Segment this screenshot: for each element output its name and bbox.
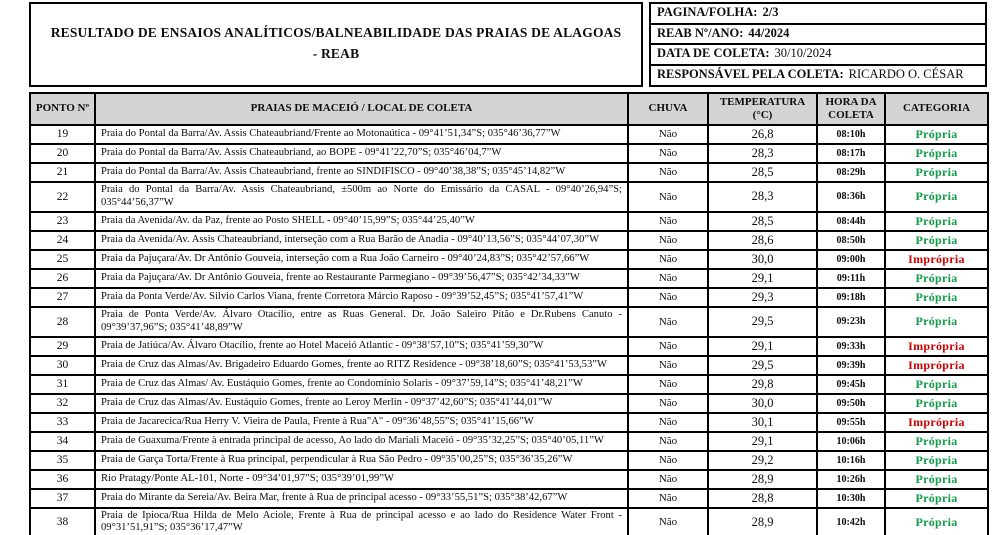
cell-local: Praia da Avenida/Av. Assis Chateaubriand, interseção com a Rua Barão de Anadia - 09°40’13,56”S; 035°44’07,30”W <box>95 231 628 250</box>
cell-temperatura: 29,1 <box>708 337 817 356</box>
cell-chuva: Não <box>628 356 708 375</box>
cell-chuva: Não <box>628 508 708 535</box>
cell-chuva: Não <box>628 413 708 432</box>
cell-ponto: 29 <box>30 337 95 356</box>
cell-hora: 10:30h <box>817 489 885 508</box>
cell-temperatura: 29,5 <box>708 356 817 375</box>
title-box <box>29 2 643 87</box>
cell-ponto: 22 <box>30 182 95 212</box>
cell-local: Praia da Pajuçara/Av. Dr Antônio Gouveia, interseção com a Rua João Carneiro - 09°40’24,83”S; 035°42’57,66”W <box>95 250 628 269</box>
table-row <box>30 269 988 288</box>
cell-local: Praia de Garça Torta/Frente à Rua principal, perpendicular à Rua São Pedro - 09°35’00,25”S; 035°36’35,26”W <box>95 451 628 470</box>
cell-categoria: Própria <box>885 163 988 182</box>
header-chuva: CHUVA <box>628 93 708 125</box>
cell-categoria: Imprópria <box>885 413 988 432</box>
document-page <box>29 0 991 535</box>
cell-local: Praia da Ponta Verde/Av. Silvio Carlos Viana, frente Corretora Márcio Raposo - 09°39’52,45”S; 035°41’57,41”W <box>95 288 628 307</box>
cell-hora: 08:44h <box>817 212 885 231</box>
table-row <box>30 182 988 212</box>
cell-temperatura: 29,5 <box>708 307 817 337</box>
cell-ponto: 28 <box>30 307 95 337</box>
cell-local: Praia de Cruz das Almas/Av. Eustáquio Gomes, frente ao Leroy Merlin - 09°37’42,60”S; 035°41’44,01”W <box>95 394 628 413</box>
header-temperatura: TEMPERATURA (°C) <box>708 93 817 125</box>
cell-chuva: Não <box>628 269 708 288</box>
cell-categoria: Própria <box>885 489 988 508</box>
cell-local: Praia do Pontal da Barra/Av. Assis Chateaubriand, frente ao SINDIFISCO - 09°40’38,38”S; 035°45’14,82”W <box>95 163 628 182</box>
cell-ponto: 27 <box>30 288 95 307</box>
info-row-reab-ano <box>651 25 985 46</box>
cell-temperatura: 30,0 <box>708 394 817 413</box>
cell-categoria: Própria <box>885 212 988 231</box>
cell-categoria: Própria <box>885 182 988 212</box>
cell-local: Praia do Mirante da Sereia/Av. Beira Mar, frente à Rua de principal acesso - 09°33’55,51”S; 035°38’42,67”W <box>95 489 628 508</box>
cell-categoria: Própria <box>885 144 988 163</box>
cell-categoria: Própria <box>885 451 988 470</box>
table-row <box>30 288 988 307</box>
info-row-data-coleta <box>651 45 985 66</box>
header-local: PRAIAS DE MACEIÓ / LOCAL DE COLETA <box>95 93 628 125</box>
cell-categoria: Própria <box>885 231 988 250</box>
cell-ponto: 31 <box>30 375 95 394</box>
cell-temperatura: 28,3 <box>708 144 817 163</box>
cell-hora: 09:11h <box>817 269 885 288</box>
cell-chuva: Não <box>628 307 708 337</box>
cell-hora: 10:06h <box>817 432 885 451</box>
table-row <box>30 432 988 451</box>
info-label-responsavel: RESPONSÁVEL PELA COLETA: <box>657 66 844 81</box>
cell-chuva: Não <box>628 432 708 451</box>
cell-hora: 09:55h <box>817 413 885 432</box>
table-row <box>30 144 988 163</box>
info-box <box>649 2 987 87</box>
info-label-pagina-folha: PAGINA/FOLHA: <box>657 5 758 19</box>
cell-ponto: 30 <box>30 356 95 375</box>
cell-hora: 08:29h <box>817 163 885 182</box>
header-hora: HORA DA COLETA <box>817 93 885 125</box>
cell-chuva: Não <box>628 394 708 413</box>
cell-local: Praia do Pontal da Barra/Av. Assis Chateaubriand/Frente ao Motonaútica - 09°41’51,34”S; 035°46’36,77”W <box>95 125 628 144</box>
cell-categoria: Própria <box>885 375 988 394</box>
cell-hora: 09:45h <box>817 375 885 394</box>
cell-hora: 08:10h <box>817 125 885 144</box>
cell-ponto: 25 <box>30 250 95 269</box>
cell-temperatura: 28,3 <box>708 182 817 212</box>
cell-chuva: Não <box>628 125 708 144</box>
table-row <box>30 125 988 144</box>
cell-ponto: 36 <box>30 470 95 489</box>
cell-chuva: Não <box>628 212 708 231</box>
header-row <box>30 93 988 125</box>
cell-categoria: Própria <box>885 508 988 535</box>
cell-chuva: Não <box>628 163 708 182</box>
cell-ponto: 37 <box>30 489 95 508</box>
cell-temperatura: 28,9 <box>708 470 817 489</box>
cell-hora: 09:39h <box>817 356 885 375</box>
cell-temperatura: 30,0 <box>708 250 817 269</box>
cell-hora: 09:00h <box>817 250 885 269</box>
cell-chuva: Não <box>628 451 708 470</box>
cell-temperatura: 28,5 <box>708 163 817 182</box>
info-label-reab-ano: REAB Nº/ANO: <box>657 25 744 40</box>
header-ponto: PONTO Nº <box>30 93 95 125</box>
cell-local: Praia do Pontal da Barra/Av. Assis Chateaubriand, ao BOPE - 09°41’22,70”S; 035°46’04,7”W <box>95 144 628 163</box>
cell-hora: 09:18h <box>817 288 885 307</box>
cell-hora: 09:33h <box>817 337 885 356</box>
info-row-responsavel <box>651 66 985 85</box>
header-categoria: CATEGORIA <box>885 93 988 125</box>
cell-local: Rio Pratagy/Ponte AL-101, Norte - 09°34’01,97”S; 035°39’01,99”W <box>95 470 628 489</box>
cell-ponto: 35 <box>30 451 95 470</box>
cell-ponto: 34 <box>30 432 95 451</box>
cell-chuva: Não <box>628 144 708 163</box>
cell-temperatura: 28,5 <box>708 212 817 231</box>
cell-temperatura: 29,1 <box>708 269 817 288</box>
cell-hora: 10:16h <box>817 451 885 470</box>
cell-ponto: 21 <box>30 163 95 182</box>
cell-local: Praia da Pajuçara/Av. Dr Antônio Gouveia, frente ao Restaurante Parmegiano - 09°39’56,47”S; 035°42’34,33”W <box>95 269 628 288</box>
cell-temperatura: 29,8 <box>708 375 817 394</box>
cell-ponto: 33 <box>30 413 95 432</box>
cell-chuva: Não <box>628 231 708 250</box>
table-row <box>30 375 988 394</box>
cell-local: Praia de Jacarecica/Rua Herry V. Vieira de Paula, Frente à Rua"A" - 09°36’48,55”S; 035°41’15,66”W <box>95 413 628 432</box>
cell-hora: 08:36h <box>817 182 885 212</box>
results-table-body <box>30 125 988 535</box>
cell-chuva: Não <box>628 375 708 394</box>
cell-hora: 10:26h <box>817 470 885 489</box>
cell-local: Praia de Ipioca/Rua Hilda de Melo Aciole, Frente à Rua de principal acesso e ao lado do Residence Water Front - 09°31’51,91”S; 035°36’17,47”W <box>95 508 628 535</box>
table-row <box>30 250 988 269</box>
cell-categoria: Imprópria <box>885 356 988 375</box>
cell-categoria: Própria <box>885 269 988 288</box>
table-row <box>30 337 988 356</box>
cell-temperatura: 29,3 <box>708 288 817 307</box>
info-value-data-coleta: 30/10/2024 <box>774 46 832 61</box>
cell-temperatura: 28,8 <box>708 489 817 508</box>
info-label-data-coleta: DATA DE COLETA: <box>657 46 770 61</box>
table-row <box>30 451 988 470</box>
table-row <box>30 356 988 375</box>
page-title: RESULTADO DE ENSAIOS ANALÍTICOS/BALNEABILIDADE DAS PRAIAS DE ALAGOAS - REAB <box>50 25 622 62</box>
cell-ponto: 32 <box>30 394 95 413</box>
cell-categoria: Imprópria <box>885 250 988 269</box>
info-value-pagina-folha: 2/3 <box>762 5 779 19</box>
cell-hora: 09:50h <box>817 394 885 413</box>
cell-temperatura: 30,1 <box>708 413 817 432</box>
cell-ponto: 20 <box>30 144 95 163</box>
cell-local: Praia do Pontal da Barra/Av. Assis Chateaubriand, ±500m ao Norte do Emissário da CASAL - 09°40’26,94”S; 035°44’56,37”W <box>95 182 628 212</box>
cell-temperatura: 29,1 <box>708 432 817 451</box>
document-header <box>29 2 987 87</box>
info-value-responsavel: RICARDO O. CÉSAR <box>848 66 964 81</box>
cell-chuva: Não <box>628 337 708 356</box>
cell-temperatura: 29,2 <box>708 451 817 470</box>
table-row <box>30 413 988 432</box>
table-row <box>30 307 988 337</box>
cell-categoria: Própria <box>885 394 988 413</box>
table-row <box>30 508 988 535</box>
cell-temperatura: 28,9 <box>708 508 817 535</box>
cell-hora: 08:17h <box>817 144 885 163</box>
cell-categoria: Própria <box>885 307 988 337</box>
cell-local: Praia de Ponta Verde/Av. Álvaro Otacílio, entre as Ruas General. Dr. João Saleiro Pitão e Dr.Rubens Canuto - 09°39’37,96”S; 035°41’48,89”W <box>95 307 628 337</box>
cell-ponto: 26 <box>30 269 95 288</box>
cell-categoria: Própria <box>885 432 988 451</box>
table-row <box>30 489 988 508</box>
results-table <box>29 92 989 535</box>
table-row <box>30 163 988 182</box>
results-table-header <box>30 93 988 125</box>
table-row <box>30 231 988 250</box>
cell-categoria: Própria <box>885 288 988 307</box>
cell-hora: 10:42h <box>817 508 885 535</box>
table-row <box>30 394 988 413</box>
cell-hora: 09:23h <box>817 307 885 337</box>
info-value-reab-ano: 44/2024 <box>748 25 790 40</box>
cell-chuva: Não <box>628 489 708 508</box>
cell-ponto: 19 <box>30 125 95 144</box>
cell-chuva: Não <box>628 182 708 212</box>
info-row-pagina-folha <box>651 4 985 25</box>
cell-local: Praia de Guaxuma/Frente à entrada principal de acesso, Ao lado do Mariali Maceió - 09°35’32,25”S; 035°40’05,11”W <box>95 432 628 451</box>
table-row <box>30 470 988 489</box>
table-row <box>30 212 988 231</box>
cell-categoria: Imprópria <box>885 337 988 356</box>
cell-temperatura: 28,6 <box>708 231 817 250</box>
cell-categoria: Própria <box>885 125 988 144</box>
cell-local: Praia da Avenida/Av. da Paz, frente ao Posto SHELL - 09°40’15,99”S; 035°44’25,40”W <box>95 212 628 231</box>
cell-local: Praia de Jatiúca/Av. Álvaro Otacílio, frente ao Hotel Maceió Atlantic - 09°38’57,10”S; 035°41’59,30”W <box>95 337 628 356</box>
cell-ponto: 23 <box>30 212 95 231</box>
cell-local: Praia de Cruz das Almas/ Av. Eustáquio Gomes, frente ao Condomínio Solaris - 09°37’59,14”S; 035°41’48,21”W <box>95 375 628 394</box>
cell-ponto: 24 <box>30 231 95 250</box>
cell-categoria: Própria <box>885 470 988 489</box>
cell-chuva: Não <box>628 250 708 269</box>
cell-chuva: Não <box>628 470 708 489</box>
cell-local: Praia de Cruz das Almas/Av. Brigadeiro Eduardo Gomes, frente ao RITZ Residence - 09°38’18,60”S; 035°41’53,53”W <box>95 356 628 375</box>
cell-ponto: 38 <box>30 508 95 535</box>
cell-temperatura: 26,8 <box>708 125 817 144</box>
cell-hora: 08:50h <box>817 231 885 250</box>
cell-chuva: Não <box>628 288 708 307</box>
